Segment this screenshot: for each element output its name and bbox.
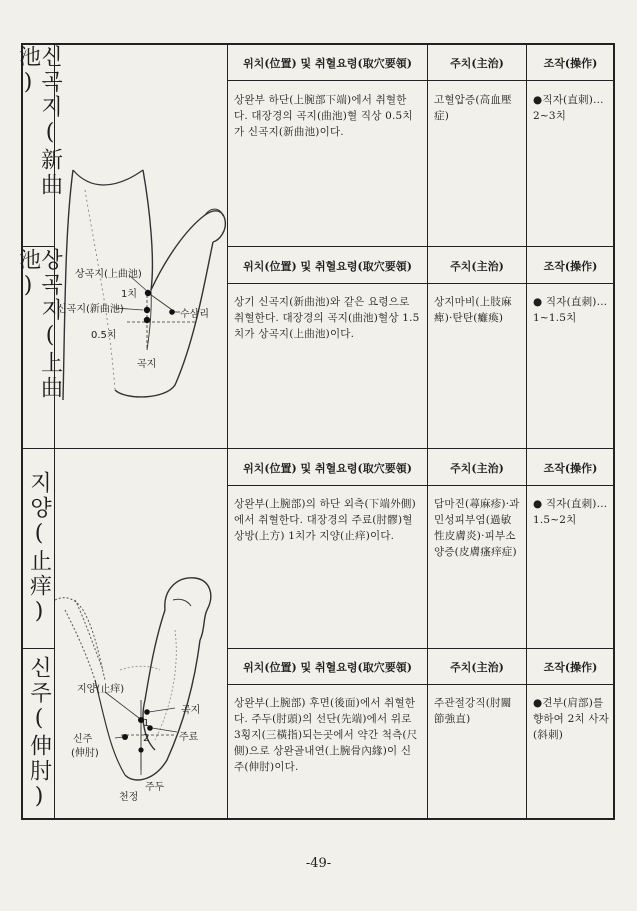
page-number: -49- — [305, 856, 332, 871]
entry-name: 신곡지(新曲池) — [15, 45, 63, 198]
indication-text: 주관절강직(肘關節強直) — [434, 697, 512, 725]
header-rule-3 — [227, 485, 615, 486]
header-indication: 주치(主治) — [450, 661, 504, 674]
entry-name: 지양(止痒) — [26, 471, 52, 627]
header-rule-2 — [227, 283, 615, 284]
entry-name: 신주(伸肘) — [26, 656, 52, 812]
position-text: 상기 신곡지(新曲池)와 같은 요령으로 취혈한다. 대장경의 곡지(曲池)혈상 1.5치가 상곡지(上曲池)이다. — [234, 296, 420, 340]
arm-illustration-upper — [55, 150, 235, 400]
header-position: 위치(位置) 및 취혈요령(取穴要領) — [243, 661, 412, 674]
header-indication: 주치(主治) — [450, 259, 504, 273]
indication-text: 담마진(蕁麻疹)·과민성피부염(過敏性皮膚炎)·피부소양증(皮膚瘙痒症) — [434, 498, 520, 558]
header-operation: 조작(操作) — [543, 259, 598, 273]
header-position: 위치(位置) 및 취혈요령(取穴要領) — [243, 461, 412, 475]
indication-text: 상지마비(上肢麻痺)·탄탄(癱瘓) — [434, 296, 512, 324]
header-rule-4 — [227, 684, 615, 685]
label-one: 1 — [143, 718, 150, 729]
operation-text: ● 직자(直刺)… 1∼1.5치 — [533, 296, 608, 324]
entry-name-cell — [23, 650, 54, 818]
row-divider-3 — [227, 648, 615, 649]
label-shanggoji: 상곡지(上曲池) — [75, 269, 142, 280]
entry-name-cell — [23, 450, 54, 648]
operation-text: ●직자(直刺)… 2∼3치 — [533, 94, 604, 122]
label-juryo: 주료 — [179, 732, 199, 743]
label-cheonjeong: 천정 — [119, 792, 139, 803]
label-sinju: 신주 — [73, 734, 93, 745]
indication-text: 고혈압증(高血壓症) — [434, 94, 512, 122]
label-two: 2 — [143, 733, 150, 744]
header-operation: 조작(操作) — [543, 461, 598, 475]
name-divider-1 — [21, 246, 55, 247]
operation-text: ● 직자(直刺)… 1.5∼2치 — [533, 498, 608, 526]
label-half-chi: 0.5치 — [91, 330, 117, 341]
operation-text: ●견부(肩部)를 향하여 2치 사자(斜刺) — [533, 697, 610, 741]
label-gokji: 곡지 — [181, 705, 201, 716]
label-judu: 주두 — [145, 782, 165, 793]
row-divider-1 — [227, 246, 615, 247]
label-susamni: 수삼리 — [180, 309, 209, 320]
header-operation: 조작(操作) — [543, 56, 598, 70]
name-divider-3 — [21, 648, 55, 649]
label-one-chi: 1치 — [121, 289, 138, 300]
label-sinju-hanja: (伸肘) — [71, 748, 99, 759]
label-singoji: 신곡지(新曲池) — [57, 304, 124, 315]
header-position: 위치(位置) 및 취혈요령(取穴要領) — [243, 259, 412, 273]
entry-name-cell — [15, 248, 63, 448]
header-rule-1 — [227, 80, 615, 81]
header-operation: 조작(操作) — [543, 661, 598, 674]
label-jiyang: 지양(止痒) — [77, 684, 125, 695]
position-text: 상완부(上腕部)의 하단 외측(下端外側)에서 취혈한다. 대장경의 주료(肘髎)혈 상방(上方) 1치가 지양(止痒)이다. — [234, 498, 416, 542]
arm-illustration-lower — [55, 570, 235, 810]
header-indication: 주치(主治) — [450, 56, 504, 70]
entry-name: 상곡지(上曲池) — [15, 248, 63, 401]
label-gokji: 곡지 — [137, 359, 157, 370]
header-indication: 주치(主治) — [450, 461, 504, 475]
row-divider-2 — [21, 448, 615, 449]
header-position: 위치(位置) 및 취혈요령(取穴要領) — [243, 56, 412, 70]
indication-column-divider — [526, 43, 527, 820]
position-text: 상완부 하단(上腕部下端)에서 취혈한다. 대장경의 곡지(曲池)혈 직상 0.5치가 신곡지(新曲池)이다. — [234, 94, 413, 138]
position-text: 상완부(上腕部) 후면(後面)에서 취혈한다. 주두(肘頭)의 선단(先端)에서 위로 3횡지(三橫指)되는곳에서 약간 척측(尺側)으로 상완골내연(上腕骨內緣)이 신주(伸肘)이다. — [234, 697, 418, 773]
position-column-divider — [427, 43, 428, 820]
entry-name-cell — [15, 45, 63, 246]
